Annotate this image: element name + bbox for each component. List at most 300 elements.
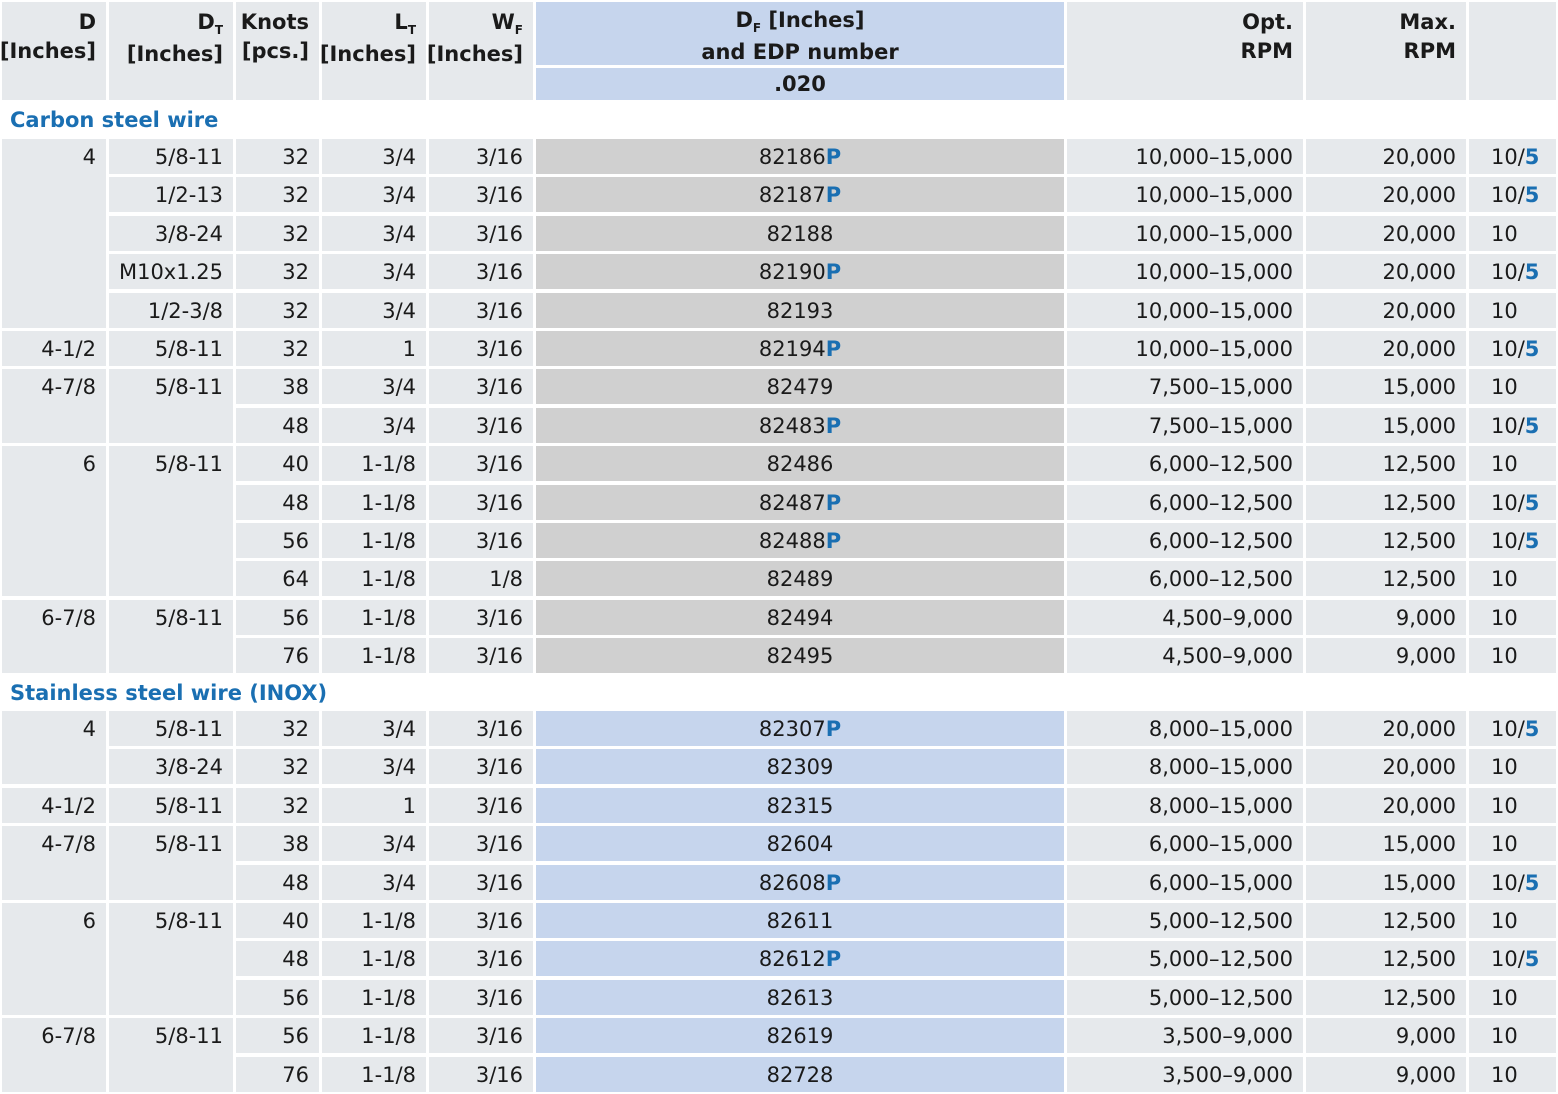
pack-value: 10: [1491, 1063, 1518, 1087]
edp-number: 82608: [758, 871, 826, 895]
max-rpm-cell: [1306, 941, 1466, 976]
max-rpm-value: 15,000: [1382, 414, 1456, 438]
dt-cell: [109, 1018, 233, 1091]
opt-rpm-value: 10,000–15,000: [1135, 337, 1293, 361]
knots-cell: [236, 331, 319, 366]
header-df-subscript: F: [752, 21, 762, 35]
d-cell: [2, 369, 106, 442]
max-rpm-cell: [1306, 826, 1466, 861]
pack-value: 10/: [1491, 947, 1525, 971]
knots-value: 48: [282, 491, 309, 515]
knots-cell: [236, 788, 319, 823]
pack-cell: [1469, 216, 1556, 251]
max-rpm-value: 20,000: [1382, 260, 1456, 284]
opt-rpm-cell: [1067, 331, 1303, 366]
pack-suffix: 5: [1524, 947, 1540, 971]
wf-value: 3/16: [475, 260, 523, 284]
edp-cell: [536, 638, 1064, 673]
knots-value: 76: [282, 1063, 309, 1087]
edp-suffix: P: [825, 491, 842, 515]
wf-value: 3/16: [475, 947, 523, 971]
dt-value: 3/8-24: [154, 222, 223, 246]
max-rpm-value: 15,000: [1382, 375, 1456, 399]
header-dt-unit: [Inches]: [126, 42, 223, 66]
pack-value: 10: [1491, 1024, 1518, 1048]
edp-suffix: P: [825, 947, 842, 971]
max-rpm-value: 20,000: [1382, 145, 1456, 169]
lt-cell: [322, 293, 426, 328]
lt-cell: [322, 980, 426, 1015]
header-df-unit: [Inches]: [761, 8, 865, 32]
lt-value: 1-1/8: [361, 529, 416, 553]
max-rpm-cell: [1306, 523, 1466, 558]
d-value: 6: [82, 452, 96, 477]
wf-cell: [429, 941, 533, 976]
max-rpm-value: 12,500: [1382, 491, 1456, 515]
opt-rpm-cell: [1067, 1018, 1303, 1053]
max-rpm-cell: [1306, 600, 1466, 635]
wf-value: 3/16: [475, 794, 523, 818]
pack-value: 10/: [1491, 183, 1525, 207]
dt-cell: [109, 177, 233, 212]
dt-cell: [109, 369, 233, 442]
edp-cell: [536, 177, 1064, 212]
dt-value: 5/8-11: [154, 1024, 223, 1049]
wf-value: 3/16: [475, 452, 523, 476]
pack-value: 10/: [1491, 260, 1525, 284]
edp-suffix: P: [825, 337, 842, 361]
edp-cell: [536, 749, 1064, 784]
pack-cell: [1469, 788, 1556, 823]
max-rpm-cell: [1306, 788, 1466, 823]
lt-cell: [322, 638, 426, 673]
pack-value: 10: [1491, 567, 1518, 591]
dt-cell: [109, 446, 233, 596]
knots-cell: [236, 1018, 319, 1053]
wf-cell: [429, 408, 533, 443]
lt-value: 1-1/8: [361, 947, 416, 971]
max-rpm-cell: [1306, 446, 1466, 481]
lt-cell: [322, 788, 426, 823]
knots-value: 32: [282, 794, 309, 818]
wf-value: 3/16: [475, 1024, 523, 1048]
opt-rpm-value: 6,000–12,500: [1148, 452, 1293, 476]
edp-cell: [536, 523, 1064, 558]
pack-value: 10: [1491, 909, 1518, 933]
header-dt-subscript: T: [214, 23, 223, 37]
max-rpm-value: 12,500: [1382, 452, 1456, 476]
dt-cell: [109, 216, 233, 251]
dt-value: 1/2-13: [154, 183, 223, 207]
wf-cell: [429, 788, 533, 823]
wf-value: 3/16: [475, 375, 523, 399]
d-value: 6-7/8: [41, 605, 96, 630]
d-value: 4-7/8: [41, 375, 96, 400]
edp-cell: [536, 826, 1064, 861]
opt-rpm-cell: [1067, 1057, 1303, 1092]
knots-cell: [236, 903, 319, 938]
pack-cell: [1469, 749, 1556, 784]
edp-number: 82187: [758, 183, 826, 207]
edp-number: 82604: [766, 832, 834, 856]
edp-number: 82611: [766, 909, 834, 933]
opt-rpm-value: 3,500–9,000: [1162, 1024, 1293, 1048]
pack-cell: [1469, 254, 1556, 289]
max-rpm-cell: [1306, 865, 1466, 900]
opt-rpm-value: 8,000–15,000: [1148, 717, 1293, 741]
lt-cell: [322, 561, 426, 596]
lt-value: 1-1/8: [361, 567, 416, 591]
opt-rpm-cell: [1067, 446, 1303, 481]
knots-cell: [236, 600, 319, 635]
max-rpm-cell: [1306, 293, 1466, 328]
dt-cell: [109, 788, 233, 823]
pack-cell: [1469, 826, 1556, 861]
header-d-unit: [Inches]: [0, 39, 96, 63]
knots-value: 32: [282, 145, 309, 169]
edp-number: 82186: [758, 145, 826, 169]
max-rpm-value: 12,500: [1382, 947, 1456, 971]
knots-value: 32: [282, 717, 309, 741]
pack-value: 10/: [1491, 529, 1525, 553]
lt-value: 3/4: [382, 832, 416, 856]
d-value: 6: [82, 909, 96, 933]
lt-value: 3/4: [382, 414, 416, 438]
lt-cell: [322, 369, 426, 404]
edp-number: 82487: [758, 491, 826, 515]
wf-value: 1/8: [489, 567, 523, 591]
wf-cell: [429, 523, 533, 558]
header-opt-unit: RPM: [1240, 39, 1293, 63]
dt-cell: [109, 331, 233, 366]
opt-rpm-cell: [1067, 980, 1303, 1015]
wf-value: 3/16: [475, 145, 523, 169]
knots-value: 64: [282, 567, 309, 591]
opt-rpm-cell: [1067, 903, 1303, 938]
opt-rpm-value: 7,500–15,000: [1148, 414, 1293, 438]
d-cell: [2, 139, 106, 328]
dt-value: 3/8-24: [154, 755, 223, 779]
pack-value: 10: [1491, 644, 1518, 668]
edp-number: 82190: [758, 260, 826, 284]
lt-cell: [322, 177, 426, 212]
opt-rpm-value: 10,000–15,000: [1135, 260, 1293, 284]
knots-value: 48: [282, 947, 309, 971]
pack-suffix: 5: [1524, 260, 1540, 284]
pack-cell: [1469, 331, 1556, 366]
pack-value: 10: [1491, 986, 1518, 1010]
knots-value: 32: [282, 260, 309, 284]
edp-number: 82488: [758, 529, 826, 553]
knots-cell: [236, 177, 319, 212]
wf-cell: [429, 826, 533, 861]
knots-cell: [236, 369, 319, 404]
opt-rpm-value: 6,000–12,500: [1148, 491, 1293, 515]
lt-cell: [322, 711, 426, 746]
opt-rpm-value: 10,000–15,000: [1135, 222, 1293, 246]
dt-value: 5/8-11: [154, 337, 223, 361]
opt-rpm-cell: [1067, 600, 1303, 635]
wf-cell: [429, 446, 533, 481]
wf-value: 3/16: [475, 717, 523, 741]
opt-rpm-cell: [1067, 369, 1303, 404]
wf-value: 3/16: [475, 222, 523, 246]
pack-value: 10: [1491, 299, 1518, 323]
d-value: 4: [82, 145, 96, 169]
d-cell: [2, 446, 106, 596]
pack-cell: [1469, 941, 1556, 976]
edp-number: 82483: [758, 414, 826, 438]
dt-value: 1/2-3/8: [147, 299, 223, 323]
lt-value: 3/4: [382, 260, 416, 284]
max-rpm-cell: [1306, 903, 1466, 938]
knots-cell: [236, 561, 319, 596]
pack-cell: [1469, 446, 1556, 481]
lt-cell: [322, 485, 426, 520]
lt-value: 1: [402, 794, 416, 818]
max-rpm-cell: [1306, 485, 1466, 520]
pack-suffix: 5: [1524, 529, 1540, 553]
wf-cell: [429, 293, 533, 328]
header-knots-label: Knots: [240, 10, 309, 34]
header-opt-label: Opt.: [1242, 10, 1293, 34]
wf-value: 3/16: [475, 337, 523, 361]
wf-value: 3/16: [475, 491, 523, 515]
edp-cell: [536, 331, 1064, 366]
knots-value: 32: [282, 183, 309, 207]
dt-cell: [109, 600, 233, 673]
pack-value: 10/: [1491, 337, 1525, 361]
header-d-symbol: D: [78, 10, 96, 34]
lt-value: 3/4: [382, 145, 416, 169]
max-rpm-cell: [1306, 216, 1466, 251]
knots-value: 32: [282, 222, 309, 246]
lt-cell: [322, 600, 426, 635]
knots-cell: [236, 408, 319, 443]
opt-rpm-cell: [1067, 561, 1303, 596]
dt-cell: [109, 749, 233, 784]
opt-rpm-value: 4,500–9,000: [1162, 606, 1293, 630]
edp-number: 82307: [758, 717, 826, 741]
opt-rpm-cell: [1067, 638, 1303, 673]
edp-number: 82479: [766, 375, 834, 399]
pack-cell: [1469, 711, 1556, 746]
opt-rpm-value: 8,000–15,000: [1148, 794, 1293, 818]
wf-value: 3/16: [475, 1063, 523, 1087]
d-value: 4-1/2: [41, 793, 96, 818]
dt-cell: [109, 254, 233, 289]
opt-rpm-cell: [1067, 941, 1303, 976]
wf-value: 3/16: [475, 529, 523, 553]
pack-cell: [1469, 980, 1556, 1015]
pack-suffix: 5: [1524, 717, 1540, 741]
edp-number: 82489: [766, 567, 834, 591]
max-rpm-cell: [1306, 638, 1466, 673]
opt-rpm-value: 6,000–12,500: [1148, 567, 1293, 591]
opt-rpm-value: 3,500–9,000: [1162, 1063, 1293, 1087]
edp-cell: [536, 941, 1064, 976]
edp-number: 82728: [766, 1063, 834, 1087]
knots-value: 56: [282, 606, 309, 630]
header-lt-symbol: L: [394, 10, 408, 34]
pack-value: 10: [1491, 222, 1518, 246]
lt-cell: [322, 139, 426, 174]
pack-cell: [1469, 139, 1556, 174]
section-title: Stainless steel wire (INOX): [10, 681, 328, 705]
lt-cell: [322, 749, 426, 784]
wf-value: 3/16: [475, 183, 523, 207]
knots-value: 48: [282, 414, 309, 438]
wf-value: 3/16: [475, 606, 523, 630]
wf-cell: [429, 369, 533, 404]
header-knots-unit: [pcs.]: [241, 39, 309, 63]
pack-cell: [1469, 561, 1556, 596]
dt-cell: [109, 903, 233, 1015]
edp-number: 82194: [758, 337, 826, 361]
wf-cell: [429, 1057, 533, 1092]
pack-suffix: 5: [1524, 337, 1540, 361]
edp-cell: [536, 369, 1064, 404]
opt-rpm-cell: [1067, 293, 1303, 328]
pack-suffix: 5: [1524, 145, 1540, 169]
pack-suffix: 5: [1524, 183, 1540, 207]
header-wf-unit: [Inches]: [426, 42, 523, 66]
d-value: 4-7/8: [41, 832, 96, 857]
lt-value: 1-1/8: [361, 986, 416, 1010]
section-title: Carbon steel wire: [10, 108, 219, 132]
lt-value: 1-1/8: [361, 644, 416, 668]
edp-cell: [536, 293, 1064, 328]
d-cell: [2, 711, 106, 784]
opt-rpm-cell: [1067, 254, 1303, 289]
edp-suffix: P: [825, 717, 842, 741]
wf-cell: [429, 216, 533, 251]
knots-cell: [236, 293, 319, 328]
edp-cell: [536, 216, 1064, 251]
lt-cell: [322, 903, 426, 938]
lt-value: 1-1/8: [361, 909, 416, 933]
lt-value: 3/4: [382, 222, 416, 246]
edp-cell: [536, 865, 1064, 900]
lt-value: 1-1/8: [361, 1063, 416, 1087]
opt-rpm-cell: [1067, 523, 1303, 558]
edp-cell: [536, 446, 1064, 481]
wf-cell: [429, 749, 533, 784]
edp-cell: [536, 1018, 1064, 1053]
header-max-label: Max.: [1399, 10, 1456, 34]
max-rpm-cell: [1306, 1057, 1466, 1092]
opt-rpm-value: 4,500–9,000: [1162, 644, 1293, 668]
lt-cell: [322, 446, 426, 481]
lt-cell: [322, 865, 426, 900]
opt-rpm-value: 10,000–15,000: [1135, 183, 1293, 207]
knots-cell: [236, 446, 319, 481]
pack-value: 10/: [1491, 491, 1525, 515]
dt-cell: [109, 139, 233, 174]
opt-rpm-value: 6,000–15,000: [1148, 871, 1293, 895]
edp-cell: [536, 485, 1064, 520]
pack-value: 10/: [1491, 145, 1525, 169]
max-rpm-value: 15,000: [1382, 832, 1456, 856]
pack-value: 10/: [1491, 414, 1525, 438]
max-rpm-value: 20,000: [1382, 222, 1456, 246]
opt-rpm-value: 10,000–15,000: [1135, 145, 1293, 169]
lt-value: 3/4: [382, 717, 416, 741]
pack-cell: [1469, 638, 1556, 673]
header-dt-symbol: D: [197, 10, 215, 34]
pack-cell: [1469, 600, 1556, 635]
opt-rpm-value: 6,000–12,500: [1148, 529, 1293, 553]
max-rpm-value: 20,000: [1382, 337, 1456, 361]
edp-number: 82613: [766, 986, 834, 1010]
pack-cell: [1469, 1018, 1556, 1053]
wf-value: 3/16: [475, 986, 523, 1010]
knots-cell: [236, 216, 319, 251]
d-value: 6-7/8: [41, 1024, 96, 1049]
header-df-value: .020: [774, 72, 826, 96]
pack-suffix: 5: [1524, 871, 1540, 895]
wf-cell: [429, 980, 533, 1015]
wf-value: 3/16: [475, 414, 523, 438]
wf-cell: [429, 561, 533, 596]
lt-value: 3/4: [382, 375, 416, 399]
lt-value: 3/4: [382, 755, 416, 779]
edp-number: 82315: [766, 794, 834, 818]
edp-cell: [536, 139, 1064, 174]
edp-suffix: P: [825, 414, 842, 438]
max-rpm-value: 20,000: [1382, 755, 1456, 779]
knots-value: 56: [282, 529, 309, 553]
header-max-unit: RPM: [1403, 39, 1456, 63]
dt-value: 5/8-11: [154, 452, 223, 477]
max-rpm-cell: [1306, 561, 1466, 596]
knots-cell: [236, 523, 319, 558]
opt-rpm-cell: [1067, 711, 1303, 746]
pack-value: 10: [1491, 606, 1518, 630]
edp-number: 82495: [766, 644, 834, 668]
wf-cell: [429, 903, 533, 938]
edp-suffix: P: [825, 145, 842, 169]
lt-cell: [322, 826, 426, 861]
pack-cell: [1469, 293, 1556, 328]
wf-cell: [429, 638, 533, 673]
opt-rpm-value: 5,000–12,500: [1148, 947, 1293, 971]
d-cell: [2, 600, 106, 673]
knots-value: 38: [282, 375, 309, 399]
opt-rpm-value: 6,000–15,000: [1148, 832, 1293, 856]
dt-value: 5/8-11: [154, 909, 223, 933]
wf-value: 3/16: [475, 909, 523, 933]
lt-cell: [322, 523, 426, 558]
d-value: 4-1/2: [41, 337, 96, 361]
dt-value: M10x1.25: [118, 260, 223, 284]
wf-cell: [429, 177, 533, 212]
edp-number: 82188: [766, 222, 834, 246]
lt-cell: [322, 1018, 426, 1053]
max-rpm-value: 9,000: [1395, 606, 1456, 630]
edp-cell: [536, 788, 1064, 823]
edp-number: 82193: [766, 299, 834, 323]
edp-cell: [536, 711, 1064, 746]
max-rpm-value: 9,000: [1395, 1063, 1456, 1087]
lt-cell: [322, 941, 426, 976]
lt-value: 3/4: [382, 299, 416, 323]
pack-cell: [1469, 903, 1556, 938]
max-rpm-cell: [1306, 369, 1466, 404]
wf-value: 3/16: [475, 644, 523, 668]
knots-cell: [236, 254, 319, 289]
pack-value: 10: [1491, 832, 1518, 856]
